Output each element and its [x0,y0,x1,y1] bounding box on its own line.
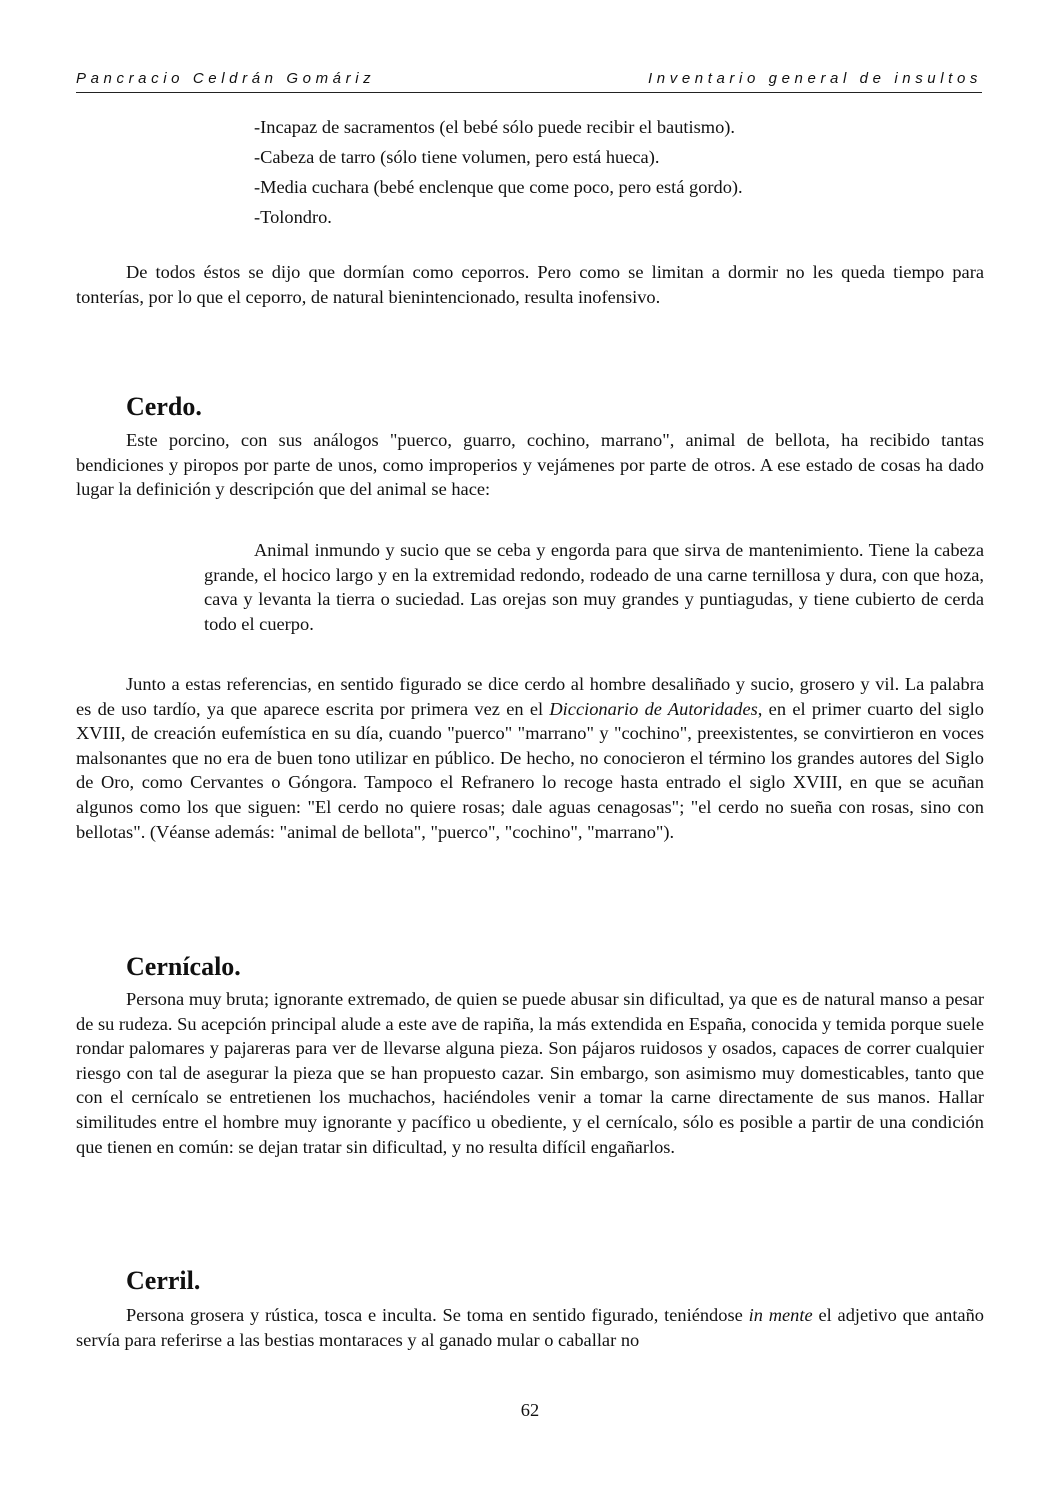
cerdo-block-1 [76,428,984,502]
list-item: -Tolondro. [254,207,332,227]
cerdo-paragraph-1: Este porcino, con sus análogos "puerco, guarro, cochino, marrano", animal de bellota, ha recibido tantas bendiciones y piropos por parte de unos, como improperios y vejámenes por parte de otros. A ese estado de cosas ha dado lugar la definición y descripción que del animal se hace: [76,430,984,500]
list-item: -Media cuchara (bebé enclenque que come poco, pero está gordo). [254,177,743,197]
header-book-title: Inventario general de insultos [648,70,982,87]
heading-cernicalo: Cernícalo. [126,952,241,981]
heading-cerril: Cerril. [126,1266,201,1295]
cerril-text-b: el adjetivo que antaño servía para referirse a las bestias montaraces y al ganado mular o caballar no [76,1305,984,1350]
cernicalo-paragraph: Persona muy bruta; ignorante extremado, de quien se puede abusar sin dificultad, ya que es de natural manso a pesar de su rudeza. Su acepción principal alude a este ave de rapiña, la más extendida en España, conocida y temida porque suele rondar palomares y pajareras para ver de llevarse alguna pieza. Son pájaros ruidosos y osados, capaces de correr cualquier riesgo con tal de asegurar la pieza que se han propuesto cazar. Sin embargo, son asimismo muy domesticables, tanto que con el cernícalo se entretienen los muchachos, haciéndoles venir a tomar la carne directamente de sus manos. Hallar similitudes entre el hombre muy ignorante y pacífico u obediente, y el cernícalo, sólo es posible a partir de una condición que tienen en común: se dejan tratar sin dificultad, y no resulta difícil engañarlos. [76,989,984,1157]
running-header [76,70,982,93]
cerdo-quote-block [204,538,984,636]
cerdo-block-2 [76,672,984,844]
cerdo-p2-text-b: , en el primer cuarto del siglo XVIII, de creación eufemística en su día, cuando "puerco" "marrano" y "cochino", preexistentes, se convirtieron en voces malsonantes que no era de buen tono utilizar en público. De hecho, no conocieron el término los grandes autores del Siglo de Oro, como Cervantes o Góngora. Tampoco el Refranero lo recoge hasta entrado el siglo XVIII, en que se acuñan algunos como los que siguen: "El cerdo no quiere rosas; dale aguas cenagosas"; "el cerdo no sueña con rosas, sino con bellotas". (Véanse además: "animal de bellota", "puerco", "cochino", "marrano"). [76,698,984,842]
cerdo-quote: Animal inmundo y sucio que se ceba y engorda para que sirva de mantenimiento. Tiene la cabeza grande, el hocico largo y en la extremidad redondo, rodeado de una carne ternillosa y dura, con que hoza, cava y levanta la tierra o suciedad. Las orejas son muy grandes y puntiagudas, y tiene cubierto de cerda todo el cuerpo. [204,540,984,634]
page-number: 62 [520,1400,540,1420]
cerdo-p2-text-a: Junto a estas referencias, en sentido figurado se dice cerdo al hombre desaliñado y sucio, grosero y vil. La palabra es de uso tardío, ya que aparece escrita por primera vez en el [76,674,984,719]
cerril-italic-phrase: in mente [748,1305,813,1325]
cerdo-paragraph-2 [76,672,984,844]
intro-paragraph: De todos éstos se dijo que dormían como ceporros. Pero como se limitan a dormir no les queda tiempo para tonterías, por lo que el ceporro, de natural bienintencionado, resulta inofensivo. [76,262,984,307]
list-item: -Incapaz de sacramentos (el bebé sólo puede recibir el bautismo). [254,117,736,137]
header-author: Pancracio Celdrán Gomáriz [76,70,376,87]
cerril-text-a: Persona grosera y rústica, tosca e inculta. Se toma en sentido figurado, teniéndose [126,1305,749,1325]
intro-block [76,260,984,309]
cerdo-p2-italic-title: Diccionario de Autoridades [549,698,758,719]
cernicalo-block [76,987,984,1159]
list-item: -Cabeza de tarro (sólo tiene volumen, pero está hueca). [254,147,660,167]
cerril-block [76,1303,984,1352]
cerril-paragraph [76,1303,984,1352]
heading-cerdo: Cerdo. [126,392,202,421]
list-block [254,112,743,232]
